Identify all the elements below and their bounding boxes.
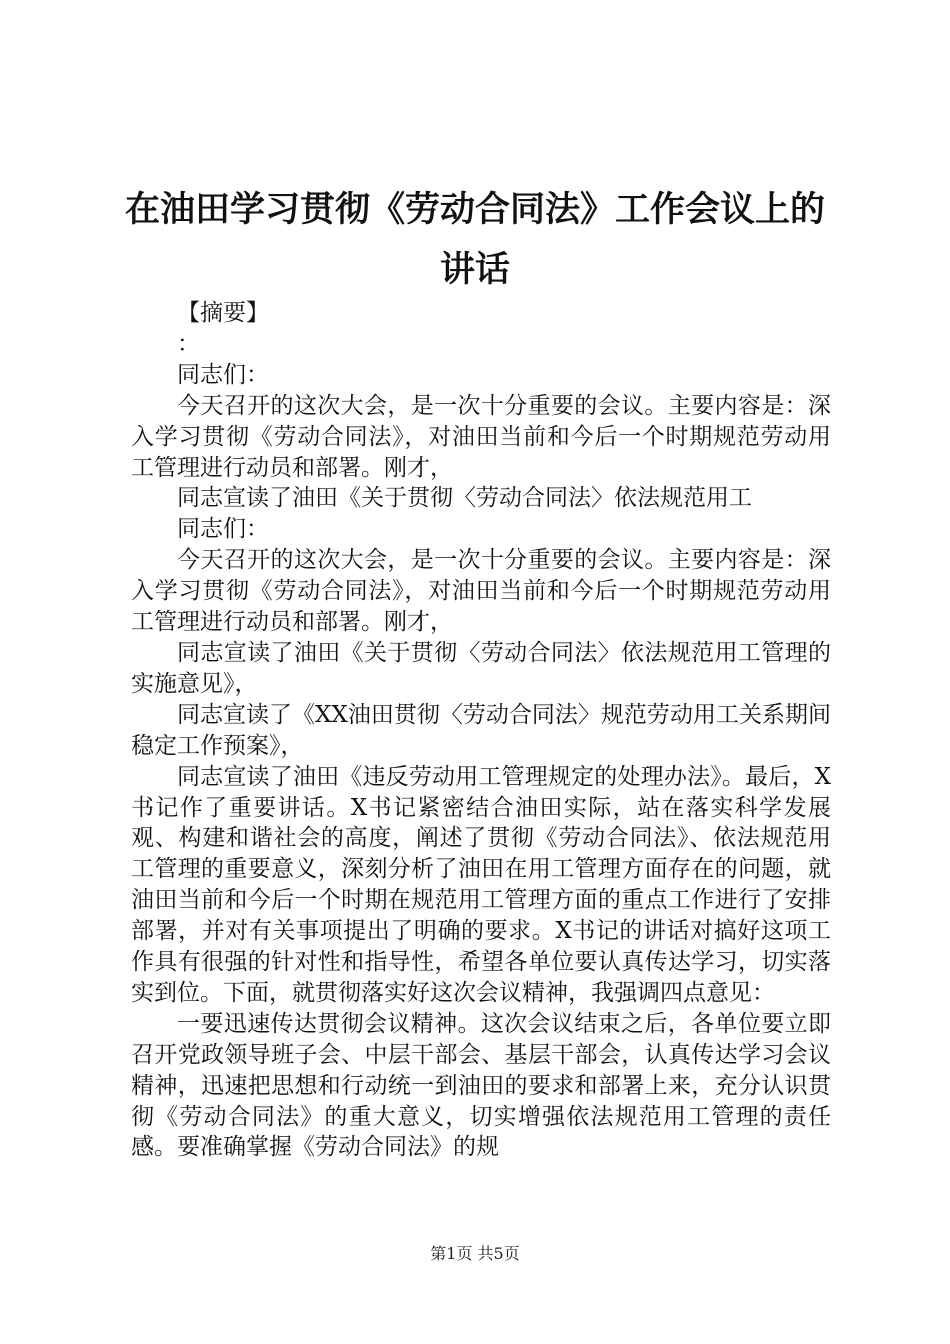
- page-footer: 第1页 共5页: [430, 1244, 520, 1263]
- paragraph: 一要迅速传达贯彻会议精神。这次会议结束之后，各单位要立即召开党政领导班子会、中层干部会、基层干部会，认真传达学习会议精神，迅速把思想和行动统一到油田的要求和部署上来，充分认识贯彻《劳动合同法》的重大意义，切实增强依法规范用工管理的责任感。要准确掌握《劳动合同法》的规: [131, 1010, 831, 1161]
- paragraph: 今天召开的这次大会，是一次十分重要的会议。主要内容是：深入学习贯彻《劳动合同法》，对油田当前和今后一个时期规范劳动用工管理进行动员和部署。刚才，: [131, 547, 831, 636]
- paragraph: 同志宣读了油田《关于贯彻〈劳动合同法〉依法规范用工管理的实施意见》，: [131, 639, 831, 697]
- paragraph: 同志们：: [177, 361, 269, 388]
- paragraph: 同志们：: [177, 516, 269, 543]
- document-title: 在油田学习贯彻《劳动合同法》工作会议上的讲话: [124, 190, 825, 290]
- paragraph: 同志宣读了油田《关于贯彻〈劳动合同法〉依法规范用工: [177, 485, 752, 512]
- abstract-heading: 【摘要】: [177, 300, 269, 326]
- paragraph: 同志宣读了《XX油田贯彻〈劳动合同法〉规范劳动用工关系期间稳定工作预案》，: [131, 701, 831, 759]
- abstract-text: ：: [177, 330, 200, 357]
- document-body: [131, 298, 831, 1163]
- paragraph: 今天召开的这次大会，是一次十分重要的会议。主要内容是：深入学习贯彻《劳动合同法》，对油田当前和今后一个时期规范劳动用工管理进行动员和部署。刚才，: [131, 392, 831, 481]
- paragraph: 同志宣读了油田《违反劳动用工管理规定的处理办法》。最后，X书记作了重要讲话。X书记紧密结合油田实际，站在落实科学发展观、构建和谐社会的高度，阐述了贯彻《劳动合同法》、依法规范用工管理的重要意义，深刻分析了油田在用工管理方面存在的问题，就油田当前和今后一个时期在规范用工管理方面的重点工作进行了安排部署，并对有关事项提出了明确的要求。X书记的讲话对搞好这项工作具有很强的针对性和指导性，希望各单位要认真传达学习，切实落实到位。下面，就贯彻落实好这次会议精神，我强调四点意见：: [131, 763, 831, 1006]
